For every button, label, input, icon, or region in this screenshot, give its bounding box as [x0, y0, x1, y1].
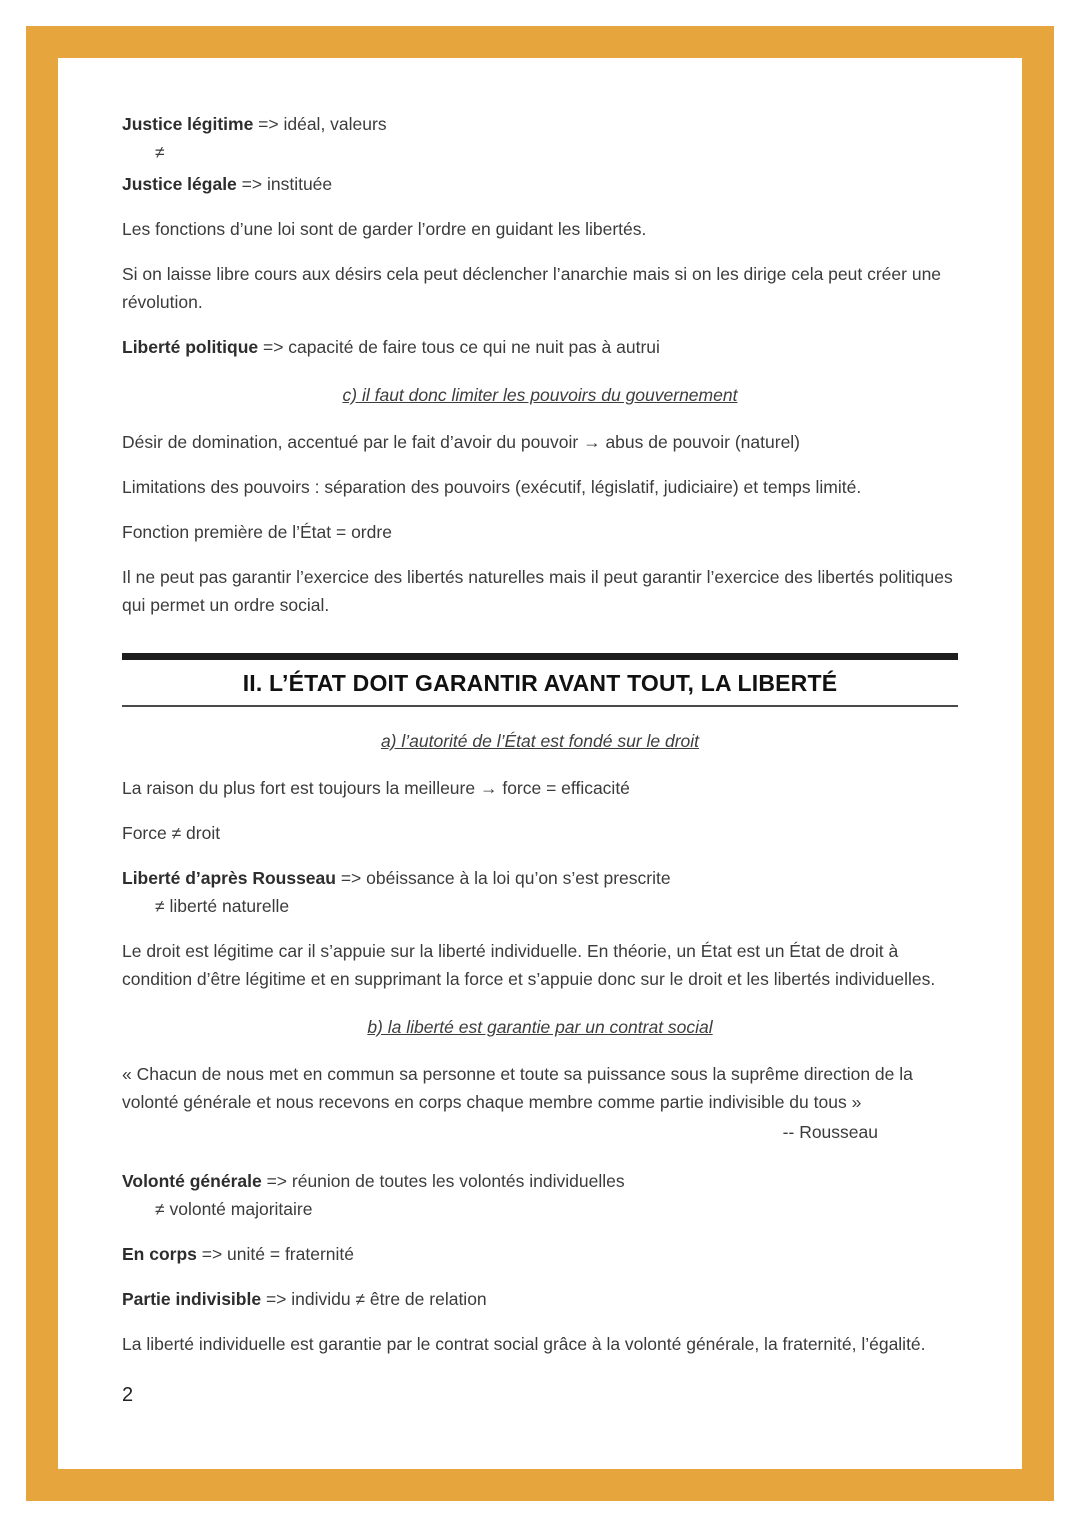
page-border-frame: [26, 26, 1054, 1501]
definition-term: Partie indivisible: [122, 1289, 262, 1309]
document-page: [58, 58, 1022, 1469]
section-title: II. L’ÉTAT DOIT GARANTIR AVANT TOUT, LA LIBERTÉ: [242, 670, 838, 696]
subsection-heading: b) la liberté est garantie par un contrat social: [367, 1017, 713, 1037]
definition-term: Volonté générale: [122, 1171, 262, 1191]
paragraph: La liberté individuelle est garantie par le contrat social grâce à la volonté générale, la fraternité, l’égalité.: [122, 1334, 926, 1354]
paragraph: Le droit est légitime car il s’appuie sur la liberté individuelle. En théorie, un État est un État de droit à condition d’être légitime et en supprimant la force et s’appuie donc sur le droit et les libertés individuelles.: [122, 941, 936, 989]
definition-term: Justice légitime: [122, 114, 254, 134]
definition-term: Liberté d’après Rousseau: [122, 868, 336, 888]
paragraph: Désir de domination, accentué par le fait d’avoir du pouvoir → abus de pouvoir (naturel): [122, 432, 801, 452]
definition-line: Justice légitime => idéal, valeurs ≠: [122, 110, 958, 166]
subsection-heading: c) il faut donc limiter les pouvoirs du gouvernement: [342, 385, 738, 405]
definition-term: Liberté politique: [122, 337, 259, 357]
definition-line: Liberté politique => capacité de faire tous ce qui ne nuit pas à autrui: [122, 337, 660, 357]
definition-line: En corps => unité = fraternité: [122, 1244, 355, 1264]
definition-term: Justice légale: [122, 174, 237, 194]
page-number: 2: [122, 1384, 134, 1406]
section-heading: [122, 653, 958, 707]
paragraph: Force ≠ droit: [122, 823, 221, 843]
definition-line: Partie indivisible => individu ≠ être de relation: [122, 1289, 487, 1309]
definition-subline: ≠: [155, 142, 165, 162]
paragraph: Les fonctions d’une loi sont de garder l’ordre en guidant les libertés.: [122, 219, 647, 239]
definition-line: Liberté d’après Rousseau => obéissance à la loi qu’on s’est prescrite ≠ liberté naturelle: [122, 864, 958, 920]
definition-subline: ≠ volonté majoritaire: [155, 1199, 313, 1219]
definition-subline: ≠ liberté naturelle: [155, 896, 290, 916]
subsection-heading: a) l’autorité de l’État est fondé sur le droit: [380, 731, 700, 751]
quote-attribution: -- Rousseau: [782, 1122, 878, 1142]
paragraph: Si on laisse libre cours aux désirs cela peut déclencher l’anarchie mais si on les dirige cela peut créer une révolution.: [122, 264, 942, 312]
quote: « Chacun de nous met en commun sa personne et toute sa puissance sous la suprême direction de la volonté générale et nous recevons en corps chaque membre comme partie indivisible du tous »: [122, 1064, 913, 1112]
paragraph: Fonction première de l’État = ordre: [122, 522, 392, 542]
document-body: [122, 110, 958, 1358]
definition-line: Volonté générale => réunion de toutes les volontés individuelles ≠ volonté majoritaire: [122, 1167, 958, 1223]
paragraph: La raison du plus fort est toujours la meilleure → force = efficacité: [122, 778, 630, 798]
definition-line: Justice légale => instituée: [122, 174, 333, 194]
paragraph: Limitations des pouvoirs : séparation des pouvoirs (exécutif, législatif, judiciaire) et temps limité.: [122, 477, 862, 497]
paragraph: Il ne peut pas garantir l’exercice des libertés naturelles mais il peut garantir l’exercice des libertés politiques qui permet un ordre social.: [122, 567, 953, 615]
section-top-bar: [122, 653, 958, 660]
definition-term: En corps: [122, 1244, 197, 1264]
